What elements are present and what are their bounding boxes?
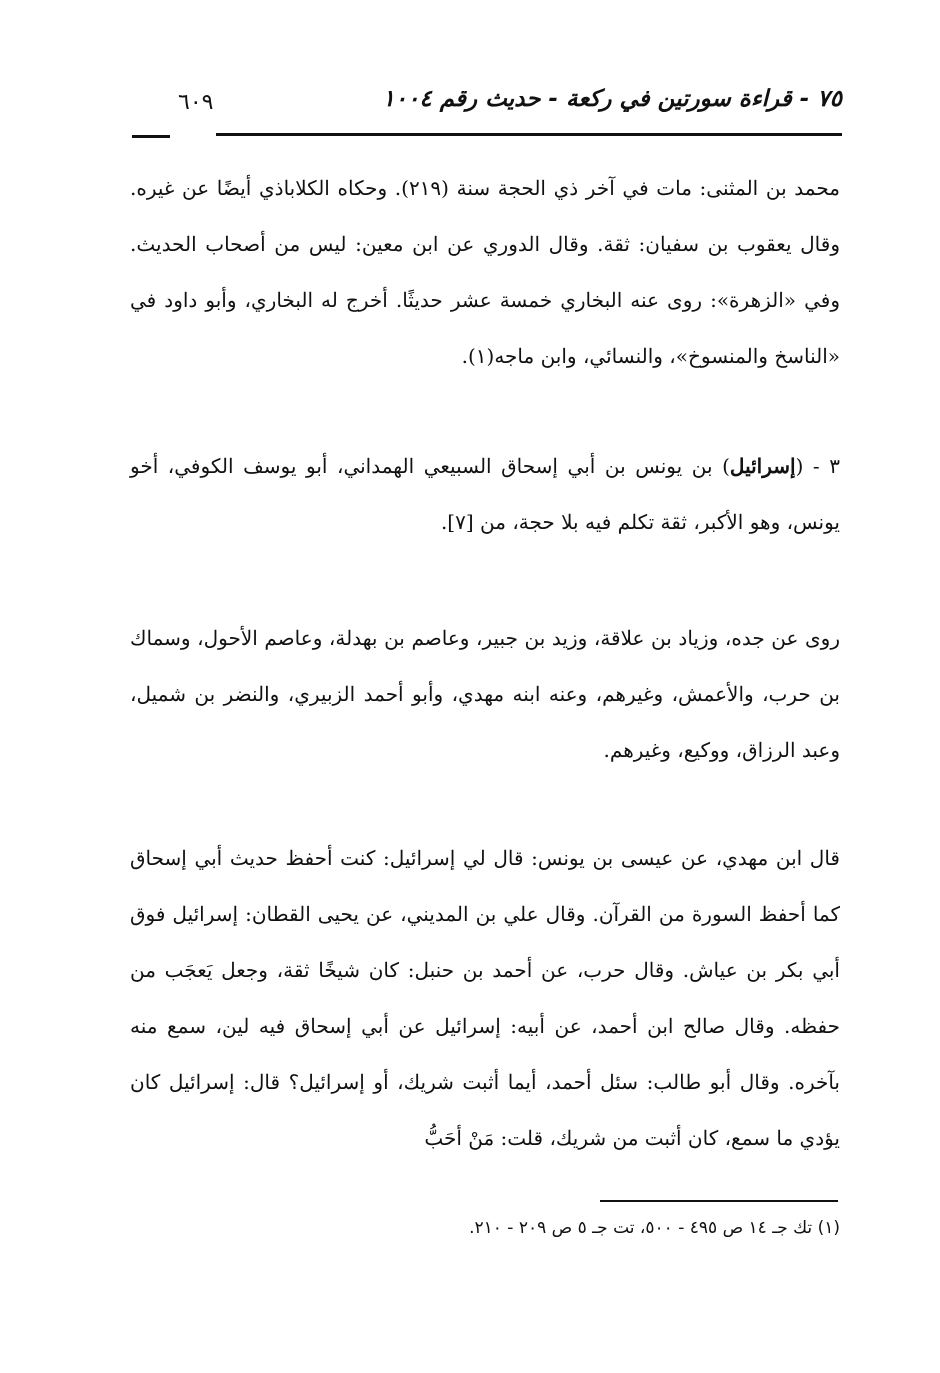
footnote: (١) تك جـ ١٤ ص ٤٩٥ - ٥٠٠، تت جـ ٥ ص ٢٠٩ - ٢١٠. [469,1218,840,1238]
paragraph-2 [130,610,840,778]
footnote-separator [600,1200,838,1202]
entry-close-paren: ) [722,454,730,478]
entry-text [130,438,840,550]
running-title: ٧٥ - قراءة سورتين في ركعة - حديث رقم ١٠٠٤ [382,86,842,112]
page-header [130,86,842,126]
header-rule-short [132,135,170,138]
header-rule [216,133,842,136]
paragraph-text: محمد بن المثنى: مات في آخر ذي الحجة سنة (٢١٩). وحكاه الكلاباذي أيضًا عن غيره. وقال يعقوب بن سفيان: ثقة. وقال الدوري عن ابن معين: ليس من أصحاب الحديث. وفي «الزهرة»: روى عنه البخاري خمسة عشر حديثًا. أخرج له البخاري، وأبو داود في «الناسخ والمنسوخ»، والنسائي، وابن ماجه(١). [130,176,840,368]
entry-name: إسرائيل [729,454,796,478]
paragraph-1 [130,160,840,384]
entry-number: ٣ - ( [795,454,840,478]
entry-description: بن يونس بن أبي إسحاق السبيعي الهمداني، أبو يوسف الكوفي، أخو يونس، وهو الأكبر، ثقة تكلم فيه بلا حجة، من [٧]. [130,454,840,534]
page-number: ٦٠٩ [178,90,214,115]
paragraph-3 [130,830,840,1166]
paragraph-text: قال ابن مهدي، عن عيسى بن يونس: قال لي إسرائيل: كنت أحفظ حديث أبي إسحاق كما أحفظ السورة من القرآن. وقال علي بن المديني، عن يحيى القطان: إسرائيل فوق أبي بكر بن عياش. وقال حرب، عن أحمد بن حنبل: كان شيخًا ثقة، وجعل يَعجَب من حفظه. وقال صالح ابن أحمد، عن أبيه: إسرائيل عن أبي إسحاق فيه لين، سمع منه بآخره. وقال أبو طالب: سئل أحمد، أيما أثبت شريك، أو إسرائيل؟ قال: إسرائيل كان يؤدي ما سمع، كان أثبت من شريك، قلت: مَنْ أحَبُّ [130,846,840,1150]
paragraph-text: روى عن جده، وزياد بن علاقة، وزيد بن جبير، وعاصم بن بهدلة، وعاصم الأحول، وسماك بن حرب، والأعمش، وغيرهم، وعنه ابنه مهدي، وأبو أحمد الزبيري، والنضر بن شميل، وعبد الرزاق، ووكيع، وغيرهم. [130,626,840,762]
entry-paragraph [130,438,840,550]
